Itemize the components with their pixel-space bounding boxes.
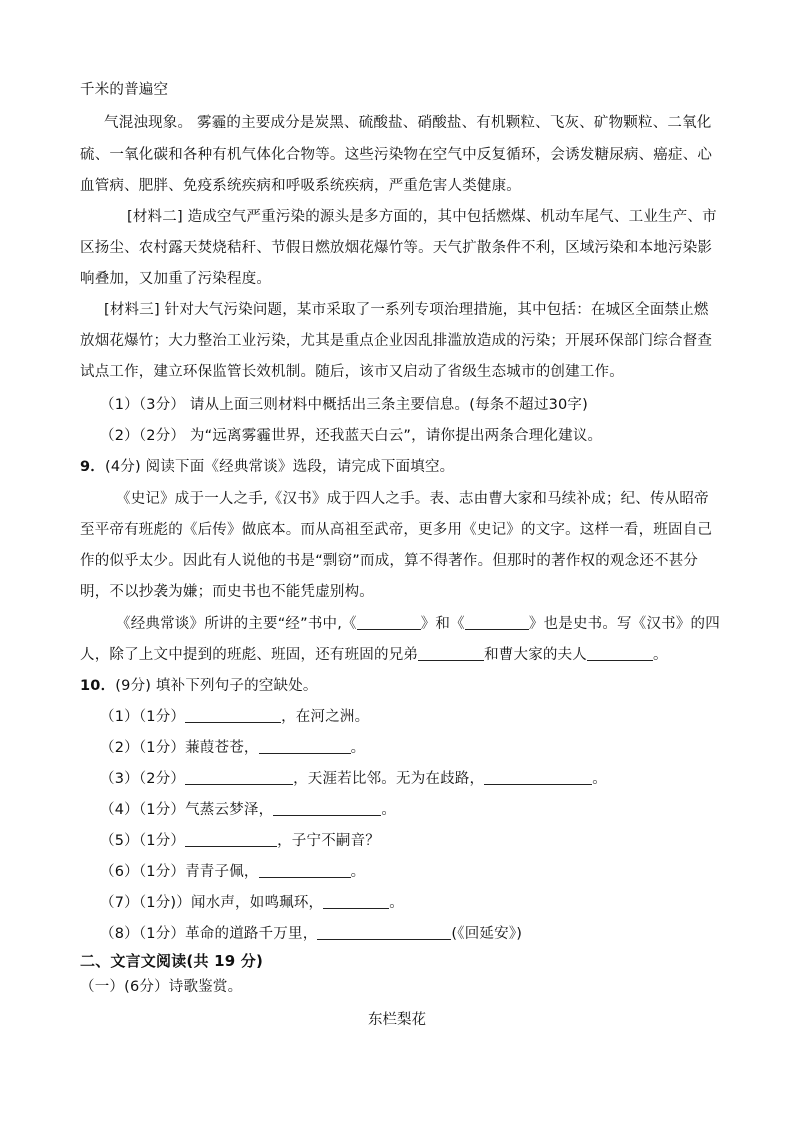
q10-item-7: [100, 893, 404, 913]
q9-fill-line: [80, 645, 668, 665]
q10-item-text: 。: [592, 771, 607, 787]
answer-blank[interactable]: [273, 801, 381, 816]
answer-blank[interactable]: [185, 832, 277, 847]
material2-line: 响叠加，又加重了污染程度。: [80, 271, 272, 287]
q9-fill-text: 人，除了上文中提到的班彪、班固，还有班固的兄弟: [80, 647, 419, 663]
q8-sub1: （1）（3分） 请从上面三则材料中概括出三条主要信息。(每条不超过30字): [100, 397, 588, 413]
q10-item-text: ，天涯若比邻。无为在歧路，: [293, 771, 485, 787]
q10-number: 10．: [80, 678, 116, 694]
answer-blank[interactable]: [484, 770, 592, 785]
q10-item-text: （6）（1分）青青子佩，: [100, 864, 259, 880]
q9-fill-text: 》也是史书。写《汉书》的四: [528, 616, 720, 632]
q10-item-text: （1）（1分）: [100, 709, 186, 725]
material3-line: 放烟花爆竹；大力整治工业污染，尤其是重点企业因乱排滥放造成的污染；开展环保部门综合督查: [80, 333, 713, 349]
q9-fill-text: 《经典常谈》所讲的主要“经”书中,《: [116, 616, 357, 632]
q9-fill-text: 和曹大家的夫人: [484, 647, 588, 663]
q10-item-1: [100, 707, 369, 727]
poem-title: 东栏梨花: [368, 1012, 426, 1028]
answer-blank[interactable]: [357, 615, 421, 630]
answer-blank[interactable]: [317, 925, 451, 940]
material3-line: 试点工作，建立环保监管长效机制。随后，该市又启动了省级生态城市的创建工作。: [80, 364, 624, 380]
q9-fill-text: 。: [653, 647, 668, 663]
q10-item-text: （4）（1分）气蒸云梦泽，: [100, 802, 274, 818]
answer-blank[interactable]: [418, 646, 484, 661]
q10-item-text: 。: [350, 864, 366, 880]
q10-item-text: 。: [389, 895, 404, 911]
q9-passage-line: 至平帝有班彪的《后传》做底本。而从高祖至武帝，更多用《史记》的文字。这样一看，班固自己: [80, 522, 713, 538]
q8-sub2: （2）（2分） 为“远离雾霾世界，还我蓝天白云”，请你提出两条合理化建议。: [100, 428, 603, 444]
q10-item-2: [100, 738, 365, 758]
q10-prompt: (9分) 填补下列句子的空缺处。: [115, 678, 318, 694]
material1-line: 千米的普遍空: [80, 82, 169, 98]
q9-header: [80, 457, 454, 477]
q10-item-text: （8）（1分）革命的道路千万里，: [100, 926, 318, 942]
q10-item-text: ，在河之洲。: [281, 709, 370, 725]
answer-blank[interactable]: [465, 615, 529, 630]
q9-fill-line: [116, 614, 720, 634]
answer-blank[interactable]: [185, 708, 281, 723]
q10-item-4: [100, 800, 396, 820]
q10-item-text: (《回延安》): [451, 926, 523, 942]
material3-line: [材料三] 针对大气污染问题，某市采取了一系列专项治理措施，其中包括：在城区全面禁止燃: [104, 302, 709, 318]
answer-blank[interactable]: [185, 770, 293, 785]
q10-item-3: [100, 769, 607, 789]
material2-line: 区扬尘、农村露天焚烧秸秆、节假日燃放烟花爆竹等。天气扩散条件不利，区域污染和本地污染影: [80, 240, 713, 256]
q9-passage-line: 作的似乎太少。因此有人说他的书是“剽窃”而成，算不得著作。但那时的著作权的观念还不甚分: [80, 553, 699, 569]
section-heading: 二、文言文阅读(共 19 分): [80, 952, 264, 970]
material1-line: 血管病、肥胖、免疫系统疾病和呼吸系统疾病，严重危害人类健康。: [80, 178, 521, 194]
answer-blank[interactable]: [587, 646, 653, 661]
q10-item-text: 。: [350, 740, 366, 756]
q9-number: 9．: [80, 459, 105, 475]
q10-item-text: （7）（1分)）闻水声，如鸣珮环，: [100, 895, 324, 911]
q9-passage-line: 《史记》成于一人之手,《汉书》成于四人之手。表、志由曹大家和马续补成；纪、传从昭帝: [116, 491, 709, 507]
answer-blank[interactable]: [259, 863, 351, 878]
q9-fill-text: 》和《: [420, 616, 465, 632]
q10-item-text: （2）（1分）蒹葭苍苍，: [100, 740, 259, 756]
section-sub-heading: （一）(6分）诗歌鉴赏。: [80, 979, 243, 995]
material1-line: 气混浊现象。 雾霾的主要成分是炭黑、硫酸盐、硝酸盐、有机颗粒、飞灰、矿物颗粒、二氧化: [104, 115, 712, 131]
q9-prompt: (4分) 阅读下面《经典常谈》选段，请完成下面填空。: [105, 459, 455, 475]
material2-line: [材料二] 造成空气严重污染的源头是多方面的，其中包括燃煤、机动车尾气、工业生产、市: [127, 209, 717, 225]
q10-item-text: 。: [381, 802, 397, 818]
q10-item-5: [100, 831, 380, 851]
q10-item-text: （5）（1分）: [100, 833, 186, 849]
q9-passage-line: 明，不以抄袭为嫌；而史书也不能凭虚别构。: [80, 584, 374, 600]
q10-item-text: ，子宁不嗣音？: [277, 833, 381, 849]
q10-header: [80, 676, 318, 696]
answer-blank[interactable]: [259, 739, 351, 754]
q10-item-6: [100, 862, 365, 882]
q10-item-8: [100, 924, 522, 944]
material1-line: 硫、一氧化碳和各种有机气体化合物等。这些污染物在空气中反复循环，会诱发糖尿病、癌症、心: [80, 147, 713, 163]
answer-blank[interactable]: [323, 894, 389, 909]
q10-item-text: （3）（2分）: [100, 771, 186, 787]
